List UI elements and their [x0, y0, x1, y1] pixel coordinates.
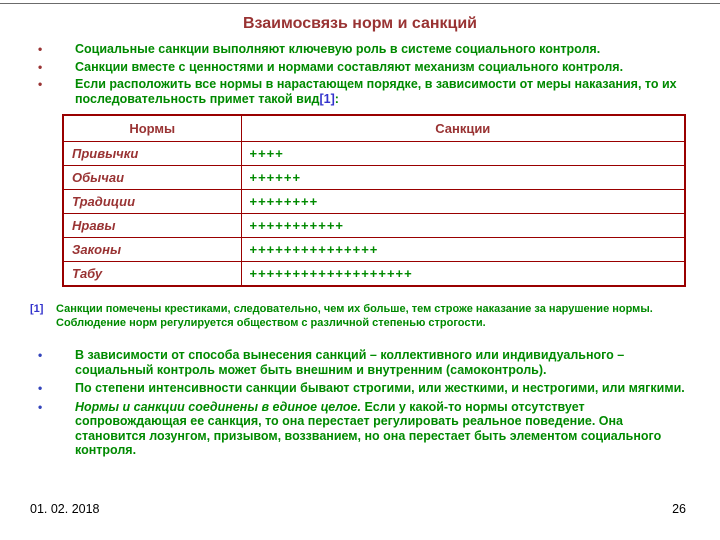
norm-cell: Табу: [63, 262, 241, 287]
bullet-item: [30, 381, 694, 396]
norm-cell: Традиции: [63, 190, 241, 214]
bullet-text: Если расположить все нормы в нарастающем порядке, в зависимости от меры наказания, то их последовательность примет такой вид: [75, 77, 677, 106]
bullet-item: [30, 348, 694, 377]
top-bullet-list: [30, 42, 694, 106]
norm-cell: Законы: [63, 238, 241, 262]
bullet-lead-text: Нормы и санкции соединены в единое целое.: [75, 399, 361, 414]
table-row: [63, 214, 685, 238]
top-border-line: [0, 3, 720, 4]
norm-cell: Нравы: [63, 214, 241, 238]
sanction-cell: +++++++++++++++: [241, 238, 685, 262]
slide-date: 01. 02. 2018: [30, 502, 100, 516]
table-header-norms: Нормы: [63, 115, 241, 142]
bullet-item: [30, 42, 694, 57]
page-number: 26: [672, 502, 686, 516]
bullet-item: [30, 400, 694, 458]
footnote: [30, 303, 692, 330]
norm-cell: Обычаи: [63, 166, 241, 190]
bullet-text: По степени интенсивности санкции бывают строгими, или жесткими, и нестрогими, или мягкими.: [75, 381, 685, 395]
table-row: [63, 262, 685, 287]
bullet-item: [30, 60, 694, 75]
bullet-text: Санкции вместе с ценностями и нормами составляют механизм социального контроля.: [75, 59, 624, 74]
sanction-cell: +++++++++++++++++++: [241, 262, 685, 287]
table-row: [63, 190, 685, 214]
norms-sanctions-table: [62, 114, 686, 287]
table-row: [63, 238, 685, 262]
bullet-text: В зависимости от способа вынесения санкций – коллективного или индивидуального – социальный контроль может быть внешним и внутренним (самоконтроль).: [75, 348, 625, 377]
bullet-text: Социальные санкции выполняют ключевую роль в системе социального контроля.: [75, 42, 601, 56]
footnote-marker: [1]: [30, 303, 44, 315]
norm-cell: Привычки: [63, 142, 241, 166]
bullet-text: :: [334, 91, 339, 106]
bullet-text: Если у какой-то нормы отсутствует сопровождающая ее санкция, то она перестает регулировать реальное поведение. Она становится лозунгом, призывом, воззванием, но она перестает быть элементом социального контроля.: [75, 399, 662, 457]
table-header-row: [63, 115, 685, 142]
table-row: [63, 142, 685, 166]
bullet-item: [30, 77, 694, 106]
table-header-sanctions: Санкции: [241, 115, 685, 142]
footnote-text: Санкции помечены крестиками, следовательно, чем их больше, тем строже наказание за нарушение нормы. Соблюдение норм регулируется обществом с различной степенью строгости.: [56, 303, 653, 329]
sanction-cell: +++++++++++: [241, 214, 685, 238]
footnote-reference-marker: [1]: [319, 91, 335, 106]
table-row: [63, 166, 685, 190]
slide-title: Взаимосвязь норм и санкций: [242, 15, 478, 32]
sanction-cell: ++++++: [241, 166, 685, 190]
sanction-cell: ++++: [241, 142, 685, 166]
sanction-cell: ++++++++: [241, 190, 685, 214]
bottom-bullet-list: [30, 348, 694, 458]
